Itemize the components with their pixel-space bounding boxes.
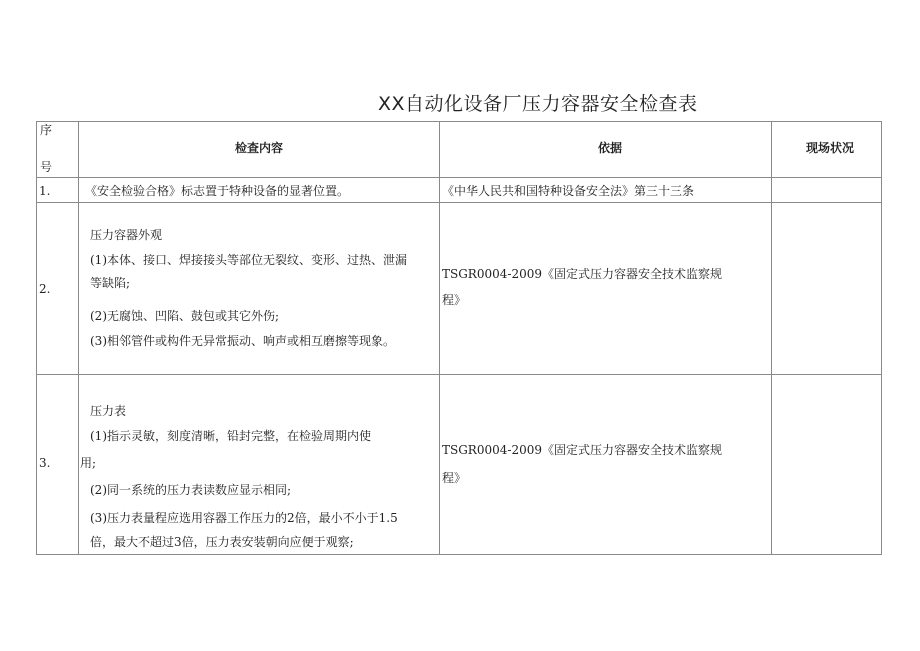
header-status: 现场状况 [806, 141, 855, 155]
header-basis: 依据 [598, 141, 623, 155]
table-row-divider [36, 202, 882, 203]
row3-basis-line2: 程》 [442, 471, 467, 485]
header-content: 检查内容 [235, 141, 284, 155]
table-border-top [36, 121, 882, 122]
table-border-bottom [36, 554, 882, 555]
table-border-right [881, 121, 882, 555]
row3-item1-line2: 用; [80, 456, 97, 470]
row3-item3-line1: (3)压力表量程应选用容器工作压力的2倍，最小不小于1.5 [90, 511, 398, 525]
row3-seq: 3. [39, 456, 51, 470]
row1-content: 《安全检验合格》标志置于特种设备的显著位置。 [85, 184, 350, 198]
header-seq-line2: 号 [40, 160, 53, 174]
table-column-divider [439, 121, 440, 555]
page-title: XX自动化设备厂压力容器安全检查表 [378, 93, 698, 115]
row2-item3: (3)相邻管件或构件无异常振动、响声或相互磨擦等现象。 [90, 334, 396, 348]
row3-basis-line1: TSGR0004-2009《固定式压力容器安全技术监察规 [442, 443, 722, 457]
row2-item2: (2)无腐蚀、凹陷、鼓包或其它外伤; [90, 309, 280, 323]
header-seq-line1: 序 [40, 123, 53, 137]
table-column-divider [771, 121, 772, 555]
row1-seq: 1. [39, 184, 51, 198]
table-row-divider [36, 177, 882, 178]
inspection-table [36, 121, 882, 555]
row2-basis-line2: 程》 [442, 293, 467, 307]
row2-heading: 压力容器外观 [90, 228, 163, 242]
table-row-divider [36, 374, 882, 375]
row3-item2: (2)同一系统的压力表读数应显示相同; [90, 483, 292, 497]
row3-heading: 压力表 [90, 404, 127, 418]
table-border-left [36, 121, 37, 555]
row3-item3-line2: 倍，最大不超过3倍，压力表安装朝向应便于观察; [90, 535, 354, 549]
row1-basis: 《中华人民共和国特种设备安全法》第三十三条 [442, 184, 695, 198]
row2-seq: 2. [39, 282, 51, 296]
row3-item1-line1: (1)指示灵敏，刻度清晰，铅封完整，在检验周期内使 [90, 429, 372, 443]
row2-basis-line1: TSGR0004-2009《固定式压力容器安全技术监察规 [442, 267, 722, 281]
row2-item1-line2: 等缺陷; [90, 276, 131, 290]
table-column-divider [78, 121, 79, 555]
row2-item1-line1: (1)本体、接口、焊接接头等部位无裂纹、变形、过热、泄漏 [90, 253, 408, 267]
